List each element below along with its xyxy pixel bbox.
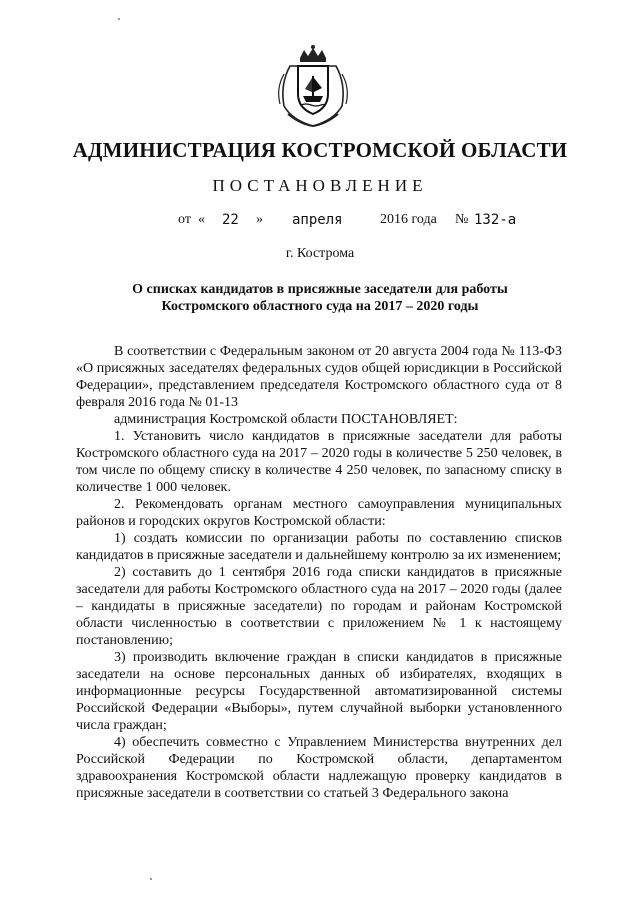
- date-day: 22: [222, 212, 239, 228]
- clause-2-sub-3: 3) производить включение граждан в списки кандидатов в присяжные заседатели на основе персональных данных об избирателях, входящих в информационные ресурсы Государственной автоматизированной системы Российской Федерации «Выборы», путем случайной выборки установленного числа граждан;: [76, 650, 562, 733]
- organization-name: АДМИНИСТРАЦИЯ КОСТРОМСКОЙ ОБЛАСТИ: [72, 138, 568, 162]
- date-year: 2016 года: [380, 212, 437, 227]
- clause-2-sub-4: 4) обеспечить совместно с Управлением Министерства внутренних дел Российской Федерации по Костромской области, департаментом здравоохранения Костромской области надлежащую проверку кандидатов в присяжные заседатели в соответствии со статьей 3 Федерального закона: [76, 735, 562, 801]
- clause-1: 1. Установить число кандидатов в присяжные заседатели для работы Костромского областного суда на 2017 – 2020 годы в количестве 5 250 человек, в том числе по общему списку в количестве 4 250 человек, по запасному списку в количестве 1 000 человек.: [76, 429, 562, 495]
- scan-speck: [118, 18, 120, 20]
- kostroma-coat-of-arms-icon: [270, 44, 356, 130]
- date-from-label: от: [178, 212, 191, 227]
- document-body: [76, 343, 562, 802]
- city-name: г. Кострома: [285, 246, 355, 261]
- quote-open: «: [198, 212, 205, 227]
- number-sign: №: [455, 212, 469, 227]
- document-number: 132-а: [474, 212, 517, 228]
- clause-2: 2. Рекомендовать органам местного самоуправления муниципальных районов и городских округов Костромской области:: [76, 497, 562, 529]
- clause-2-sub-1: 1) создать комиссии по организации работы по составлению списков кандидатов в присяжные заседатели и дальнейшему контролю за их изменением;: [76, 531, 562, 563]
- preamble-paragraph: В соответствии с Федеральным законом от 20 августа 2004 года № 113-ФЗ «О присяжных заседателях федеральных судов общей юрисдикции в Российской Федерации», представлением председателя Костромского областного суда от 8 февраля 2016 года № 01-13: [76, 344, 562, 410]
- scan-speck: [150, 878, 152, 880]
- date-month: апреля: [292, 212, 343, 228]
- clause-2-sub-2: 2) составить до 1 сентября 2016 года списки кандидатов в присяжные заседатели для работы Костромского областного суда на 2017 – 2020 годы (далее – кандидаты в присяжные заседатели) по городам и районам Костромской области численностью в соответствии с приложением № 1 к настоящему постановлению;: [76, 565, 562, 648]
- title-line: О списках кандидатов в присяжные заседатели для работы: [132, 282, 508, 297]
- resolves-paragraph: администрация Костромской области ПОСТАНОВЛЯЕТ:: [114, 412, 458, 427]
- quote-close: »: [256, 212, 263, 227]
- date-line: [0, 212, 640, 232]
- document-type: ПОСТАНОВЛЕНИЕ: [212, 176, 428, 195]
- title-line: Костромского областного суда на 2017 – 2020 годы: [161, 299, 479, 314]
- document-title: [100, 281, 540, 315]
